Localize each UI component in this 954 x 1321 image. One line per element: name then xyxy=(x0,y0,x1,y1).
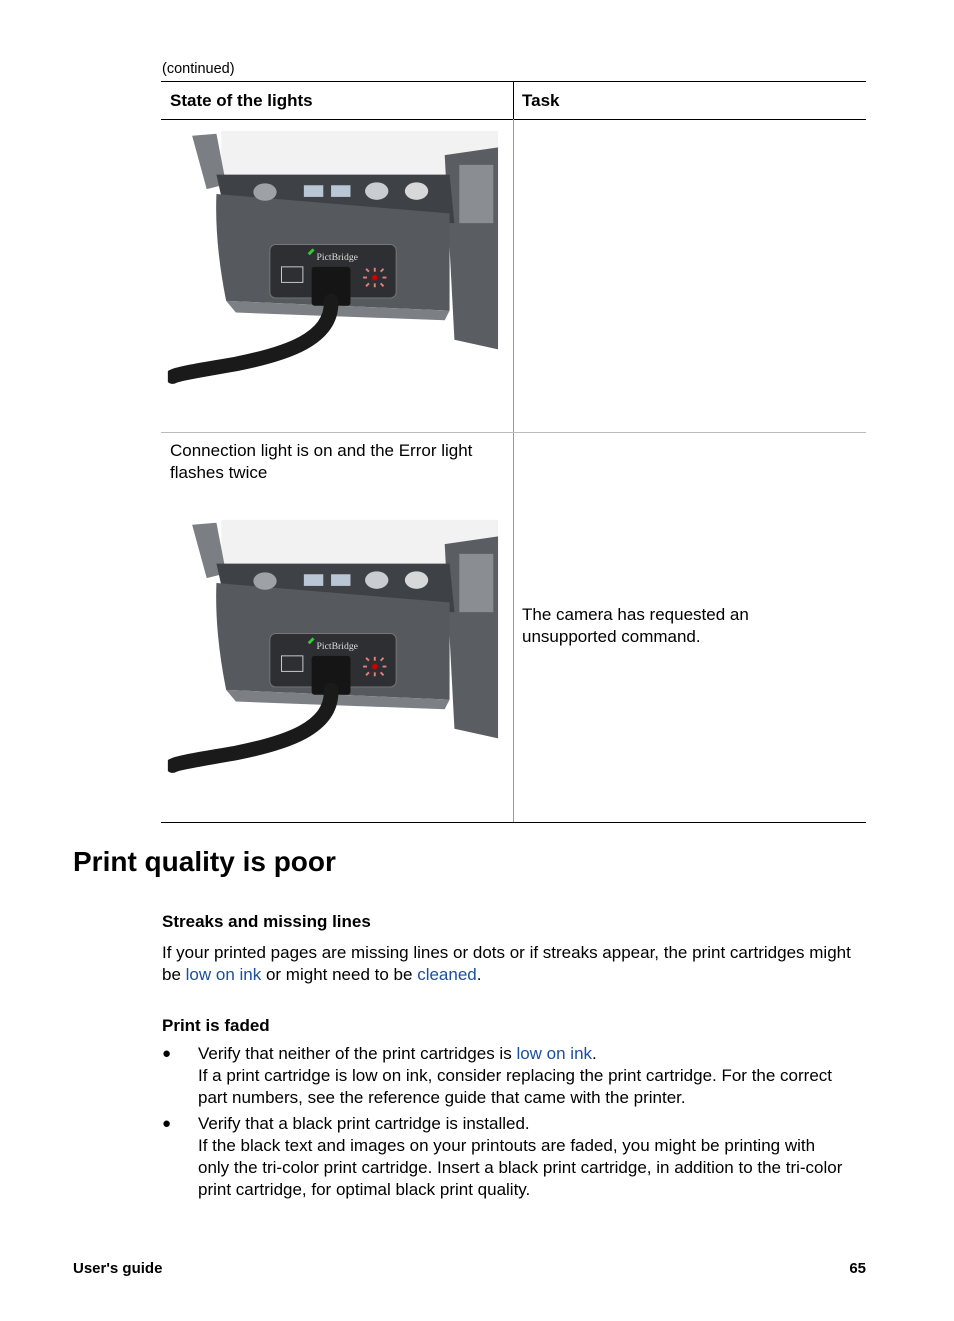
low-on-ink-link[interactable]: low on ink xyxy=(185,965,262,984)
text: If your printed pages are missing lines or dots or if streaks appear, the print cartridges might be xyxy=(162,943,851,984)
header-state: State of the lights xyxy=(170,91,313,110)
row-divider xyxy=(161,432,866,433)
header-divider xyxy=(513,82,514,119)
page-number: 65 xyxy=(849,1260,866,1277)
bullet-detail: If a print cartridge is low on ink, consider replacing the print cartridge. For the correct part numbers, see the reference guide that came with the printer. xyxy=(198,1066,833,1107)
row-state: Connection light is on and the Error light flashes twice xyxy=(170,441,473,482)
faded-heading: Print is faded xyxy=(162,1016,270,1035)
cleaned-link[interactable]: cleaned xyxy=(417,965,477,984)
text: . xyxy=(592,1044,597,1063)
bullet-icon: ● xyxy=(162,1045,172,1062)
bullet-detail: If the black text and images on your printouts are faded, you might be printing with only the tri-color print cartridge. Insert a black print cartridge, in addition to the tri-color print cartridge, for optimal black print quality. xyxy=(198,1136,843,1199)
row-task: The camera has requested an unsupported command. xyxy=(522,605,749,646)
pictbridge-logo: PictBridge xyxy=(316,252,359,264)
printer-error-light-image xyxy=(167,515,499,787)
text: Verify that neither of the print cartridges is xyxy=(198,1044,517,1063)
bullet-item xyxy=(198,1043,858,1109)
streaks-text xyxy=(162,942,862,986)
lights-table xyxy=(161,81,866,823)
printer-error-light-image xyxy=(167,126,499,398)
text: . xyxy=(476,965,482,984)
text: Verify that a black print cartridge is installed. xyxy=(198,1114,530,1133)
text: or might need to be xyxy=(261,965,418,984)
column-divider xyxy=(513,82,514,822)
pictbridge-logo: PictBridge xyxy=(316,641,359,653)
low-on-ink-link[interactable]: low on ink xyxy=(516,1044,593,1063)
header-task: Task xyxy=(522,91,560,110)
section-title: Print quality is poor xyxy=(73,846,336,877)
bullet-item xyxy=(198,1113,848,1201)
bullet-icon: ● xyxy=(162,1115,172,1132)
continued-label: (continued) xyxy=(162,61,235,77)
footer-guide-label: User's guide xyxy=(73,1260,163,1277)
streaks-heading: Streaks and missing lines xyxy=(162,912,371,931)
